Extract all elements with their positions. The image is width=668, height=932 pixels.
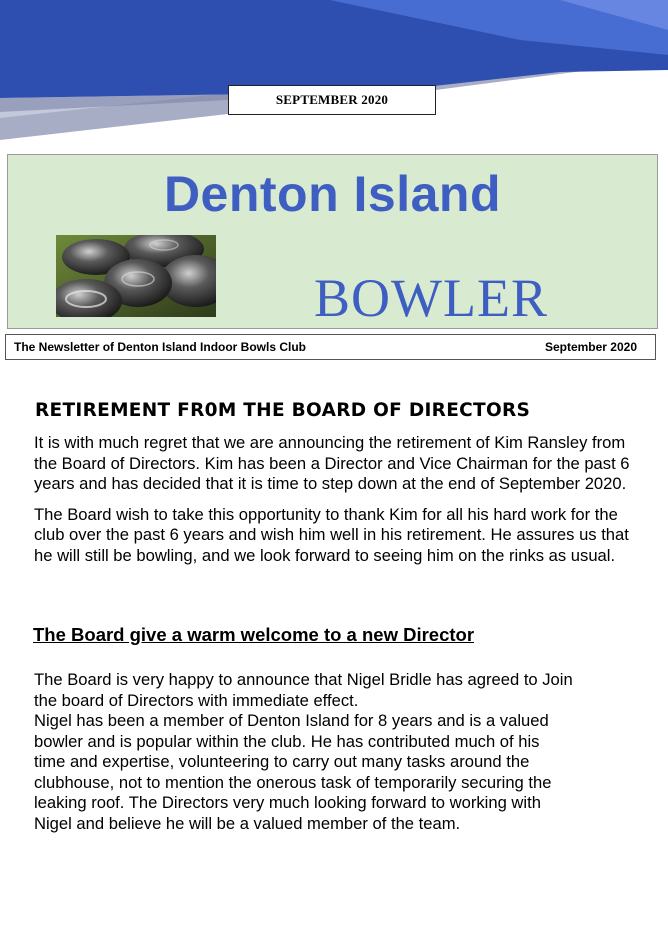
issue-date-box: SEPTEMBER 2020: [228, 85, 436, 115]
retirement-paragraph: It is with much regret that we are announcing the retirement of Kim Ransley from the Board of Directors. Kim has been a Director and Vice Chairman for the past 6 years and has decided that it is time to step down at the end of September 2020.: [34, 433, 630, 493]
tagline-text: The Newsletter of Denton Island Indoor Bowls Club: [14, 340, 307, 354]
new-director-article: [34, 670, 574, 834]
retirement-paragraph: The Board wish to take this opportunity to thank Kim for all his hard work for the club over the past 6 years and wish him well in his retirement. He assures us that he will still be bowling, and we look forward to seeing him on the rinks as usual.: [34, 504, 629, 565]
retirement-article: [34, 433, 644, 576]
tagline-date: September 2020: [544, 340, 637, 354]
header-banner: [0, 0, 668, 150]
new-director-heading: The Board give a warm welcome to a new Director: [33, 624, 475, 645]
masthead-subtitle: BOWLER: [314, 268, 548, 328]
new-director-paragraph: The Board is very happy to announce that Nigel Bridle has agreed to Join the board of Directors with immediate effect.: [34, 670, 573, 710]
masthead-title: Denton Island: [163, 166, 502, 222]
new-director-paragraph: Nigel has been a member of Denton Island for 8 years and is a valued bowler and is popular within the club. He has contributed much of his time and expertise, volunteering to carry out many tasks around the clubhouse, not to mention the onerous task of temporarily securing the leaking roof. The Directors very much looking forward to working with Nigel and believe he will be a valued member of the team.: [34, 711, 552, 833]
bowls-photo: [56, 235, 216, 317]
tagline-bar: [5, 334, 656, 360]
retirement-heading: RETIREMENT FR0M THE BOARD OF DIRECTORS: [35, 400, 531, 421]
masthead: [7, 154, 658, 329]
